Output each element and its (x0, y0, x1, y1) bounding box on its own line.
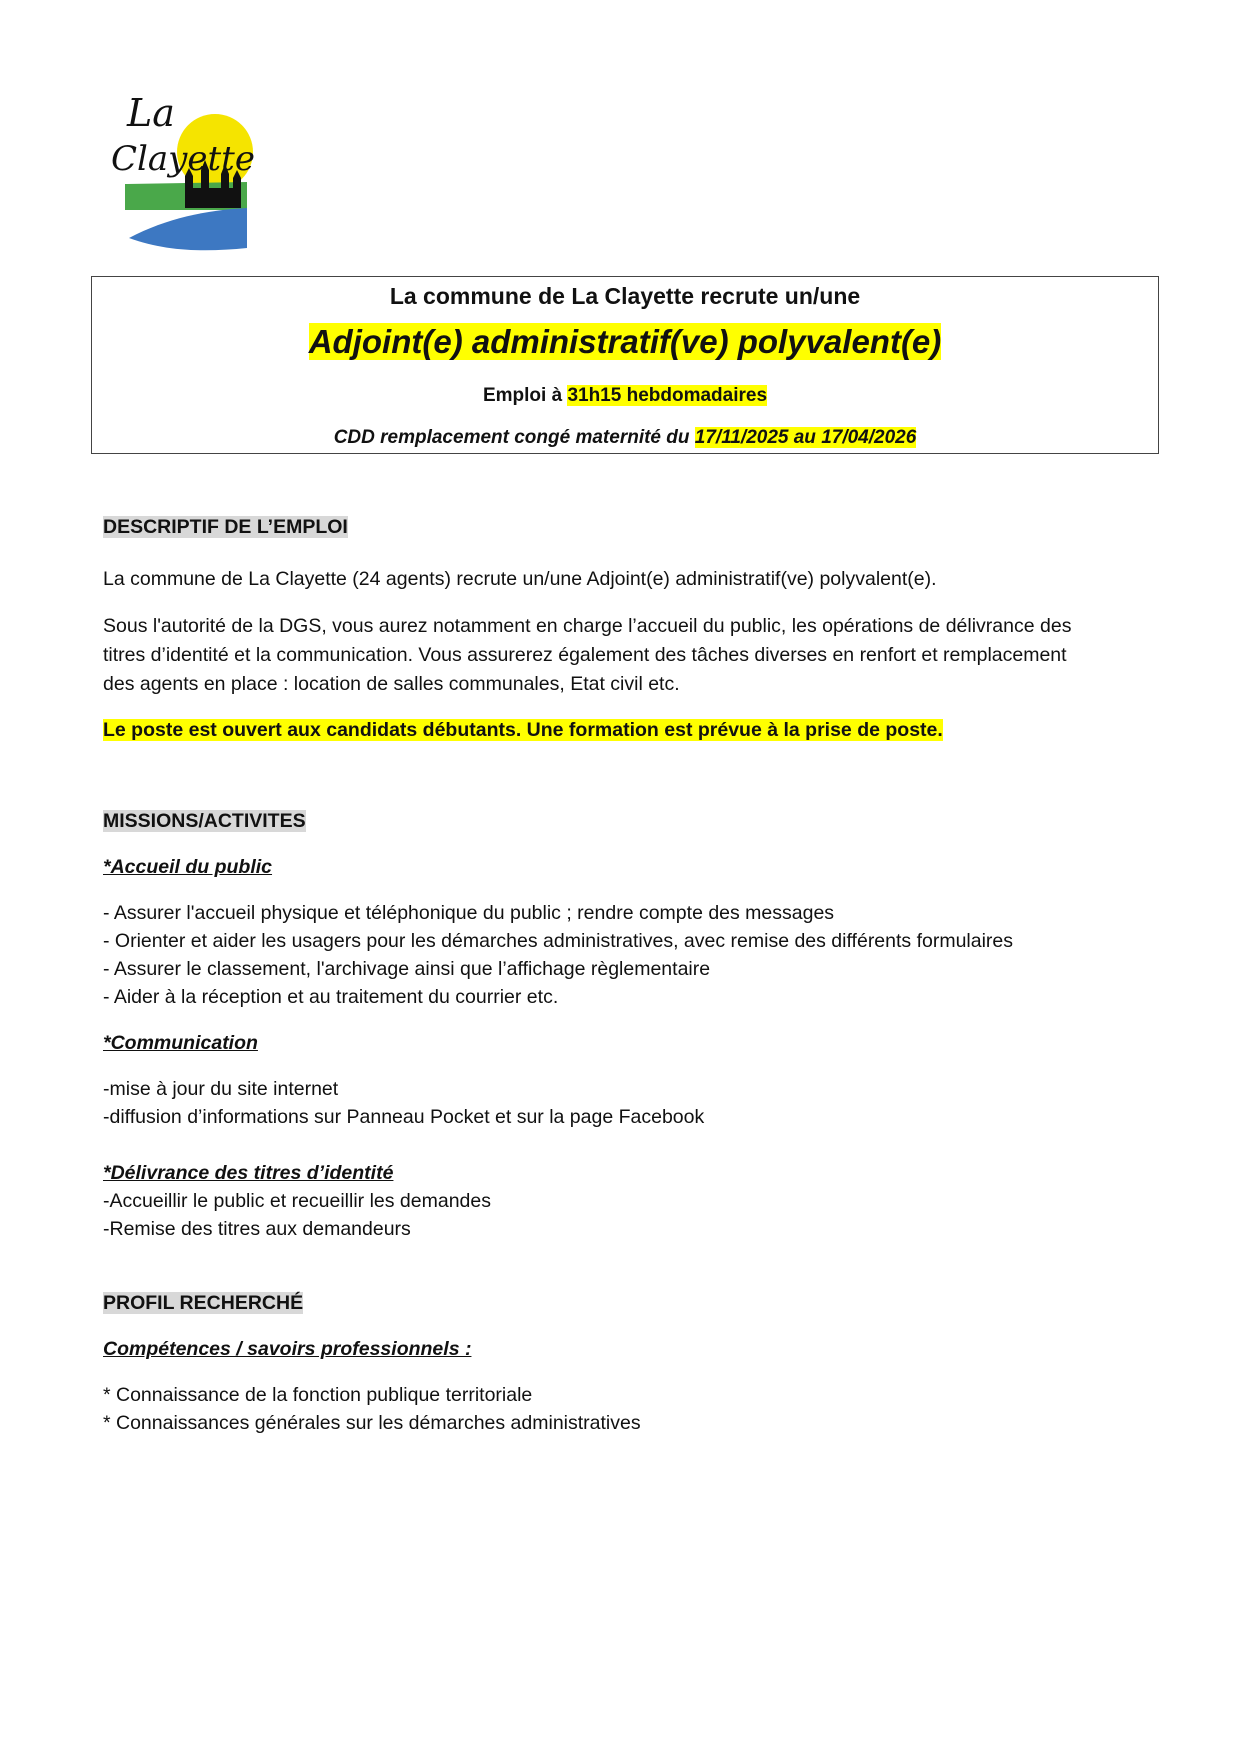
job-contract-prefix: CDD remplacement congé maternité du (333, 427, 695, 448)
logo-water (129, 208, 247, 250)
descriptif-paragraph-1: La commune de La Clayette (24 agents) recrute un/une Adjoint(e) administratif(ve) polyvalent(e). (103, 568, 937, 590)
list-item: - Assurer l'accueil physique et téléphonique du public ; rendre compte des messages (103, 902, 835, 924)
subsection-accueil: *Accueil du public (103, 856, 273, 878)
logo-text-clayette: Clayette (111, 139, 255, 179)
job-contract-dates: 17/11/2025 au 17/04/2026 (694, 427, 917, 448)
list-item: * Connaissances générales sur les démarches administratives (103, 1412, 641, 1434)
job-title-text: Adjoint(e) administratif(ve) polyvalent(e) (308, 323, 942, 360)
job-title (92, 323, 1158, 361)
list-item: -Accueillir le public et recueillir les demandes (103, 1190, 492, 1212)
descriptif-paragraph-2-line-3: des agents en place : location de salles communales, Etat civil etc. (103, 673, 680, 695)
section-title-missions: MISSIONS/ACTIVITES (103, 810, 306, 832)
list-item: - Orienter et aider les usagers pour les démarches administratives, avec remise des différents formulaires (103, 930, 1014, 952)
list-item: -diffusion d’informations sur Panneau Pocket et sur la page Facebook (103, 1106, 705, 1128)
section-title-profil: PROFIL RECHERCHÉ (103, 1292, 304, 1314)
subsection-titres-identite: *Délivrance des titres d’identité (103, 1162, 394, 1184)
job-hours-value: 31h15 hebdomadaires (567, 385, 768, 406)
la-clayette-logo (97, 90, 273, 262)
job-header-box (91, 276, 1159, 454)
subsection-competences: Compétences / savoirs professionnels : (103, 1338, 472, 1360)
list-item: - Assurer le classement, l'archivage ainsi que l’affichage règlementaire (103, 958, 711, 980)
job-hours (92, 385, 1158, 407)
header-recruiter-line: La commune de La Clayette recrute un/une (389, 283, 861, 309)
job-contract (92, 427, 1158, 449)
list-item: * Connaissance de la fonction publique territoriale (103, 1384, 533, 1406)
logo-text-la: La (127, 91, 175, 135)
list-item: -mise à jour du site internet (103, 1078, 339, 1100)
beginners-welcome-note: Le poste est ouvert aux candidats débutants. Une formation est prévue à la prise de poste. (103, 719, 943, 741)
subsection-communication: *Communication (103, 1032, 258, 1054)
descriptif-paragraph-2-line-1: Sous l'autorité de la DGS, vous aurez notamment en charge l’accueil du public, les opérations de délivrance des (103, 615, 1072, 637)
list-item: -Remise des titres aux demandeurs (103, 1218, 411, 1240)
job-hours-prefix: Emploi à (482, 385, 568, 406)
list-item: - Aider à la réception et au traitement du courrier etc. (103, 986, 559, 1008)
logo-graphic (97, 90, 273, 262)
section-title-descriptif: DESCRIPTIF DE L’EMPLOI (103, 516, 348, 538)
descriptif-paragraph-2-line-2: titres d’identité et la communication. Vous assurerez également des tâches diverses en renfort et remplacement (103, 644, 1067, 666)
